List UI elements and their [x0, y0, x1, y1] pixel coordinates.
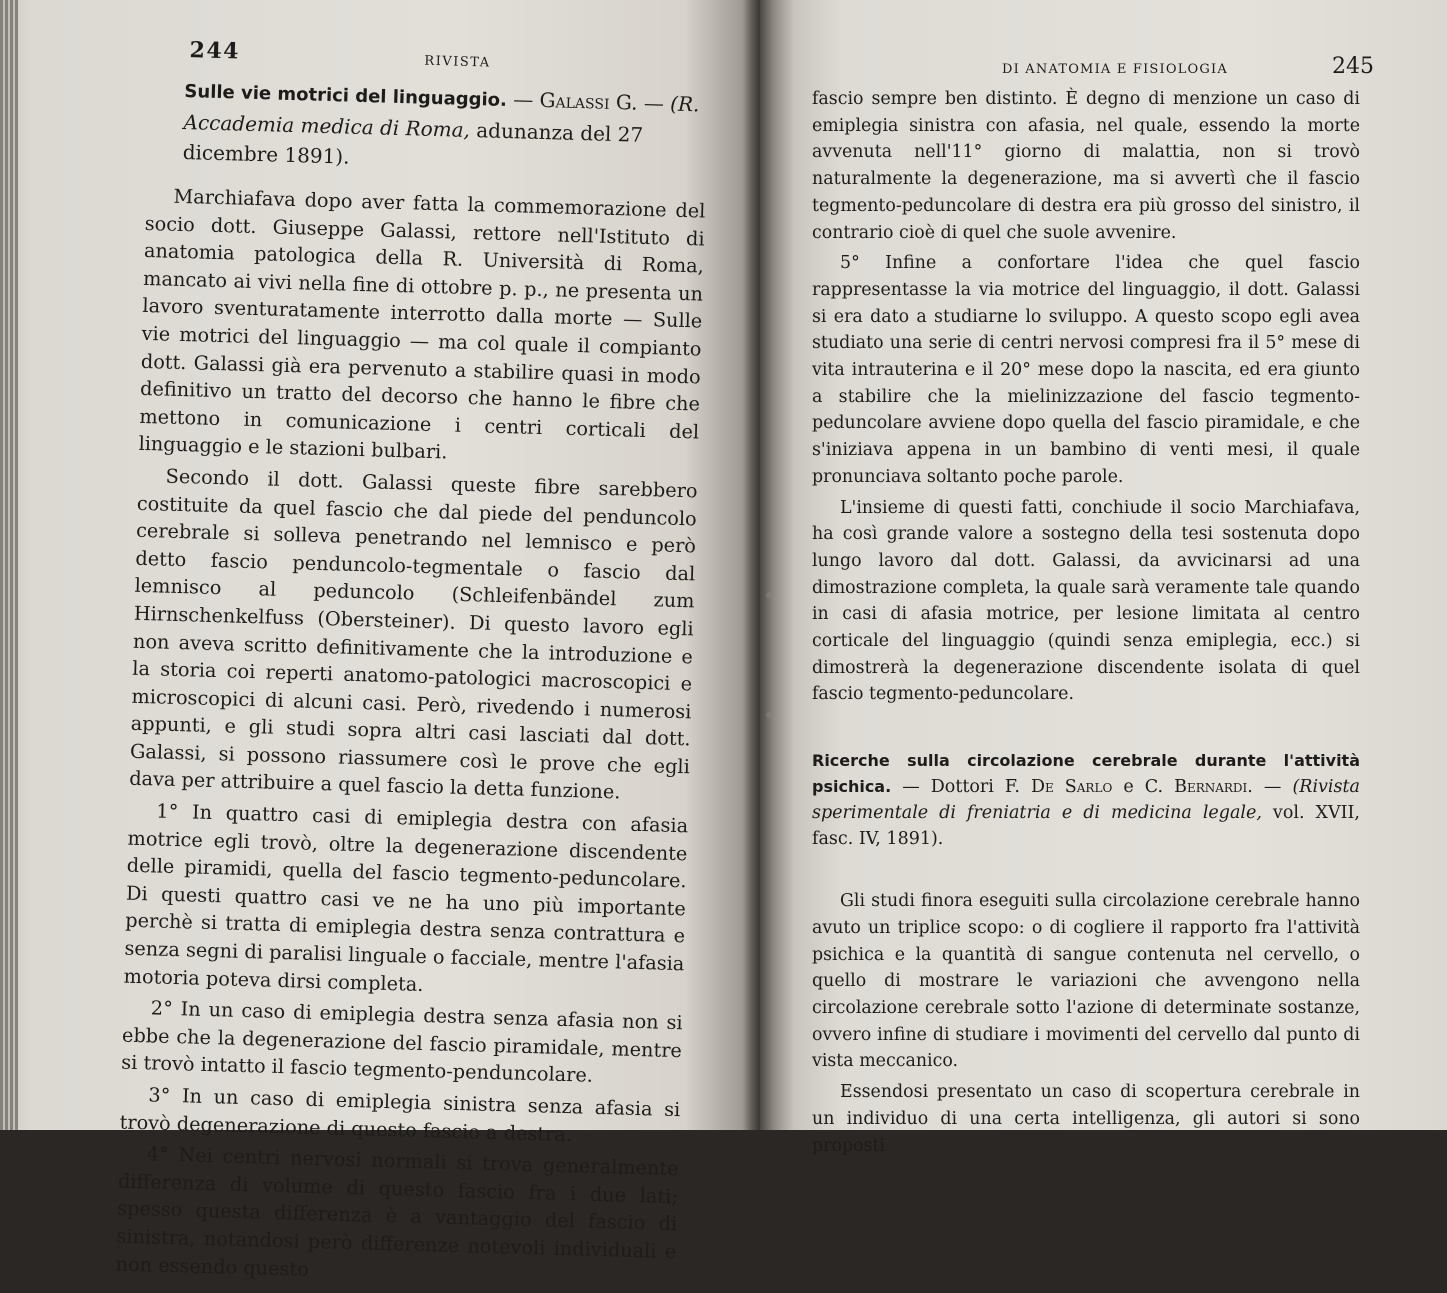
- article-title-2: Ricerche sulla circolazione cerebrale durante l'attività psichica.: [812, 751, 1360, 797]
- left-running-head: [149, 36, 710, 82]
- right-page: [760, 0, 1447, 1156]
- heading-dash: —: [637, 90, 671, 116]
- paragraph: L'insieme di questi fatti, conchiude il socio Marchiafava, ha così grande valore a sostegno della tesi sostenuta dopo lungo lavoro dal dott. Galassi, da avvicinarsi ad una dimostrazione completa, la quale sarà veramente tale quando in casi di afasia motrice, per lesione limitata al centro corticale del linguaggio (quindi senza emiplegia, ecc.) si dimostrerà la degenerazione discendente isolata di quel fascio tegmento-peduncolare.: [812, 497, 1360, 705]
- article-author-2b: Bernardi: [1174, 777, 1248, 798]
- paragraph: 1° In quattro casi di emiplegia destra con afasia motrice egli trovò, oltre la degenerazione discendente delle piramidi, quella del fascio tegmento-peduncolare. Di questi quattro casi ve ne ha uno più importante perchè si tratta di emiplegia destra senza contrattura e senza segni di paralisi linguale o facciale, mentre l'afasia motoria poteva dirsi completa.: [123, 799, 689, 996]
- article-source-1: (R. Accademia medica di Roma,: [183, 91, 700, 142]
- article-source-2: (Rivista sperimentale di freniatria e di medicina legale,: [812, 777, 1360, 824]
- heading-dash: —: [506, 86, 540, 112]
- right-page-column: [812, 50, 1374, 1159]
- article-author-1: Galassi G.: [539, 87, 638, 115]
- article-heading-2: [812, 748, 1360, 852]
- right-body-text-bottom: [812, 888, 1360, 1159]
- page-number-left: 244: [189, 37, 241, 65]
- paragraph: Essendosi presentato un caso di scopertura cerebrale in un individuo di una certa intelligenza, gli autori si sono proposti: [812, 1082, 1360, 1156]
- authors-prefix: Dottori F.: [930, 777, 1031, 798]
- authors-conjunction: e C.: [1112, 777, 1175, 798]
- heading-dash: . —: [1247, 777, 1293, 798]
- article-volume-2: vol. XVII, fasc. IV, 1891).: [812, 803, 1360, 850]
- paragraph: 2° In un caso di emiplegia destra senza afasia non si ebbe che la degenerazione del fascio piramidale, mentre si trovò intatto il fascio tegmento-penduncolare.: [121, 996, 683, 1088]
- paragraph: 3° In un caso di emiplegia sinistra senza afasia si trovò degenerazione di questo fascio a destra.: [119, 1083, 681, 1146]
- binding-edge: [0, 0, 18, 1130]
- paragraph: fascio sempre ben distinto. È degno di menzione un caso di emiplegia sinistra con afasia, nel quale, essendo la morte avvenuta nell'11° giorno di malattia, non si trovò naturalmente la degenerazione, ma si avvertì che il fascio tegmento-peduncolare di destra era più grosso del sinistro, il contrario cioè di quel che suole avvenire.: [812, 89, 1360, 243]
- paragraph: Secondo il dott. Galassi queste fibre sarebbero costituite da quel fascio che dal piede del penduncolo cerebrale si solleva penetrando nel lemnisco e però detto fascio penduncolo-tegmentale o fascio dal lemnisco al peduncolo (Schleifenbändel zum Hirnschenkelfuss (Obersteiner). Di questo lavoro egli non aveva scritto definitivamente che la introduzione e la storia coi reperti anatomo-patologici macroscopici e microscopici di alcuni casi. Però, rivedendo i numerosi appunti, e gli studi sopra altri casi lasciati dal dott. Galassi, si possono riassumere così le prove che egli dava per attribuire a quel fascio la detta funzione.: [128, 464, 698, 804]
- heading-dash: —: [891, 777, 931, 798]
- article-title-1: Sulle vie motrici del linguaggio.: [184, 80, 508, 111]
- left-page-column: [115, 36, 709, 1293]
- paper-speck: [766, 712, 772, 718]
- running-head-title-left: RIVISTA: [424, 53, 491, 71]
- paragraph: Gli studi finora eseguiti sulla circolazione cerebrale hanno avuto un triplice scopo: o di cogliere il rapporto fra l'attività psichica e la quantità di sangue contenuta nel cervello, o quello di mostrare le variazioni che avvengono nella circolazione cerebrale sotto l'azione di determinate sostanze, ovvero infine di studiare i movimenti del cervello dal punto di vista meccanico.: [812, 891, 1360, 1072]
- paragraph: 5° Infine a confortare l'idea che quel fascio rappresentasse la via motrice del linguaggio, il dott. Galassi si era dato a studiarne lo sviluppo. A questo scopo egli avea studiato una serie di centri nervosi compresi fra il 5° mese di vita intrauterina e il 20° mese dopo la nascita, ed era giunto a stabilire che la mielinizzazione del fascio tegmento-peduncolare avviene dopo quella del fascio piramidale, e che s'iniziava appena in un bambino di venti mesi, il quale pronunciava soltanto poche parole.: [812, 253, 1360, 487]
- left-body-text: [115, 182, 705, 1293]
- article-author-2a: De Sarlo: [1030, 777, 1113, 798]
- paper-speck: [766, 592, 772, 598]
- right-body-text-top: [812, 86, 1360, 708]
- paragraph: 4° Nei centri nervosi normali si trova generalmente differenza di volume di questo fascio fra i due lati; spesso questa differenza è a vantaggio del fascio di sinistra, notandosi però differenze notevoli individuali e non essendo questo: [115, 1142, 679, 1281]
- article-meeting-1: adunanza del 27 dicembre 1891).: [182, 117, 644, 169]
- article-heading-1: [182, 75, 708, 182]
- running-head-title-right: DI ANATOMIA E FISIOLOGIA: [1002, 62, 1228, 77]
- paragraph: Marchiafava dopo aver fatta la commemorazione del socio dott. Giuseppe Galassi, rettore nell'Istituto di anatomia patologica della R. Università di Roma, mancato ai vivi nella fine di ottobre p. p., ne presenta un lavoro sventuratamente interrotto dalla morte — Sulle vie motrici del linguaggio — ma col quale il compianto dott. Galassi già era pervenuto a stabilire quasi in modo definitivo un tratto del decorso che hanno le fibre che mettono in comunicazione i centri corticali del linguaggio e le stazioni bulbari.: [138, 184, 706, 464]
- page-number-right: 245: [1332, 54, 1374, 79]
